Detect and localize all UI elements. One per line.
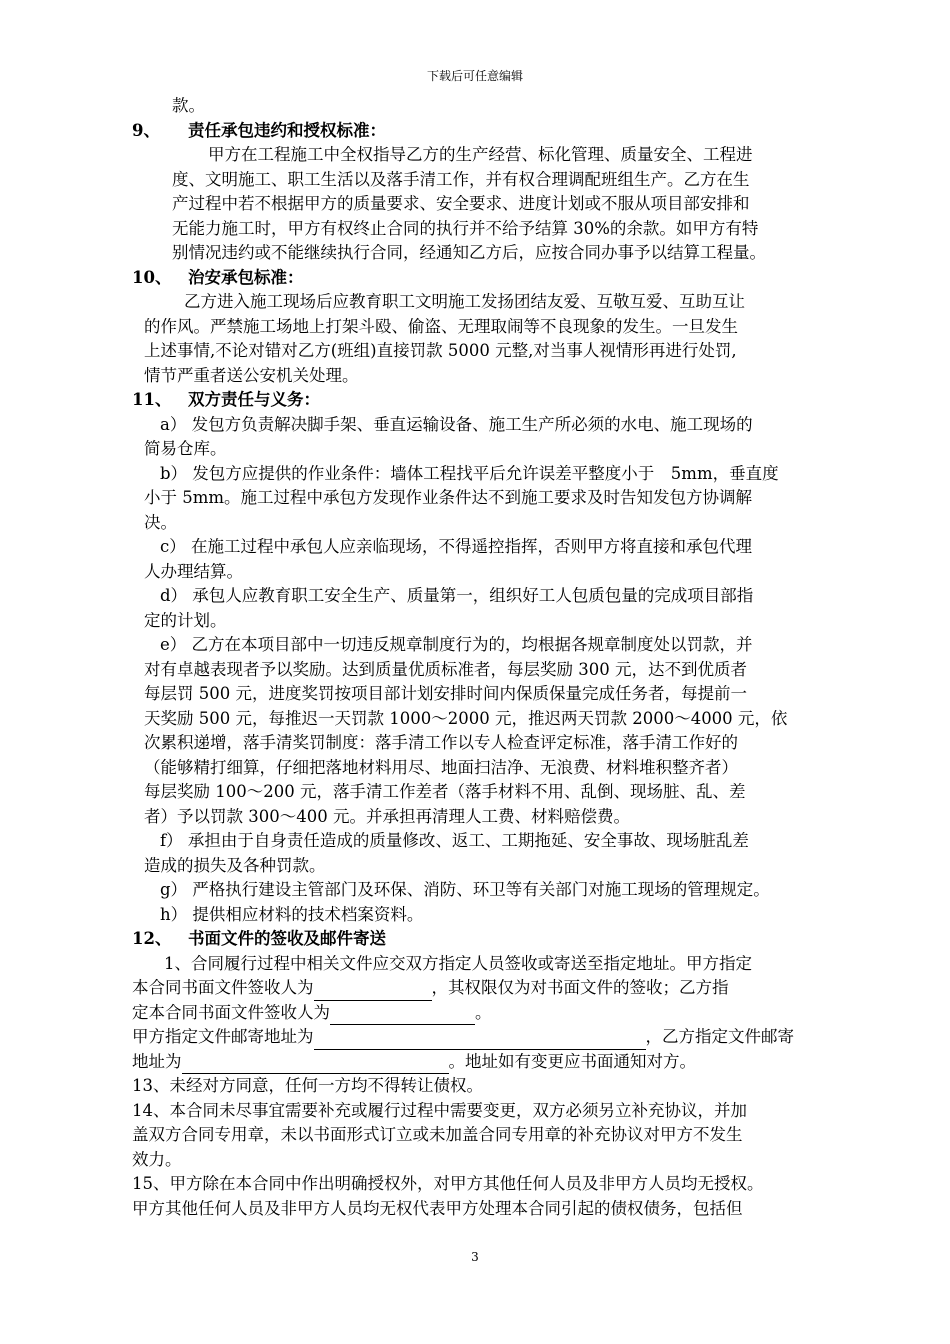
section-heading xyxy=(132,119,857,144)
blank-underline xyxy=(330,1006,475,1025)
document-body xyxy=(132,94,857,1221)
line-text: 地址为 xyxy=(132,1051,182,1071)
text-line: 14、本合同未尽事宜需要补充或履行过程中需要变更，双方必须另立补充协议，并加 xyxy=(132,1100,747,1120)
text-line: 天奖励 500 元，每推迟一天罚款 1000～2000 元，推迟两天罚款 2000～4000 元，依 xyxy=(144,708,788,728)
text-line: 1、合同履行过程中相关文件应交双方指定人员签收或寄送至指定地址。甲方指定 xyxy=(164,953,752,973)
text-line: 定的计划。 xyxy=(144,610,227,630)
text-line: h） 提供相应材料的技术档案资料。 xyxy=(160,904,424,924)
text-line: 款。 xyxy=(172,96,205,115)
line-text: 甲方指定文件邮寄地址为 xyxy=(132,1027,314,1046)
text-line: a） 发包方负责解决脚手架、垂直运输设备、施工生产所必须的水电、施工现场的 xyxy=(160,414,753,434)
section-number: 11、 xyxy=(132,390,172,409)
text-line: 决。 xyxy=(144,512,177,532)
text-line: 对有卓越表现者予以奖励。达到质量优质标准者，每层奖励 300 元，达不到优质者 xyxy=(144,659,747,679)
section-number: 10、 xyxy=(132,267,172,287)
fill-in-line xyxy=(132,1001,857,1026)
text-line: e） 乙方在本项目部中一切违反规章制度行为的，均根据各规章制度处以罚款，并 xyxy=(160,635,753,654)
section-title: 治安承包标准： xyxy=(188,267,304,287)
blank-underline xyxy=(314,1031,646,1050)
text-line: g） 严格执行建设主管部门及环保、消防、环卫等有关部门对施工现场的管理规定。 xyxy=(160,880,770,899)
text-line: 甲方其他任何人员及非甲方人员均无权代表甲方处理本合同引起的债权债务，包括但 xyxy=(132,1198,743,1218)
text-line: （能够精打细算，仔细把落地材料用尽、地面扫洁净、无浪费、材料堆积整齐者） xyxy=(144,757,738,777)
text-line: 上述事情,不论对错对乙方(班组)直接罚款 5000 元整,对当事人视情形再进行处罚, xyxy=(144,341,737,360)
text-line: 乙方进入施工现场后应教育职工文明施工发扬团结友爱、互敬互爱、互助互让 xyxy=(184,292,745,311)
section-number: 12、 xyxy=(132,929,172,948)
line-text: 定本合同书面文件签收人为 xyxy=(132,1002,330,1022)
line-text: ，乙方指定文件邮寄 xyxy=(645,1027,794,1046)
section-heading xyxy=(132,266,857,291)
blank-underline xyxy=(182,1055,449,1074)
text-line: 简易仓库。 xyxy=(144,439,227,458)
text-line: c） 在施工过程中承包人应亲临现场，不得遥控指挥，否则甲方将直接和承包代理 xyxy=(160,537,752,556)
text-line: 甲方在工程施工中全权指导乙方的生产经营、标化管理、质量安全、工程进 xyxy=(208,145,753,164)
page-header: 下载后可任意编辑 xyxy=(426,69,523,83)
text-line: 别情况违约或不能继续执行合同，经通知乙方后，应按合同办事予以结算工程量。 xyxy=(172,243,766,262)
text-line: 盖双方合同专用章，未以书面形式订立或未加盖合同专用章的补充协议对甲方不发生 xyxy=(132,1125,743,1144)
text-line: 每层罚 500 元，进度奖罚按项目部计划安排时间内保质保量完成任务者，每提前一 xyxy=(144,684,747,703)
section-heading xyxy=(132,388,857,413)
text-line: 的作风。严禁施工场地上打架斗殴、偷盗、无理取闹等不良现象的发生。一旦发生 xyxy=(144,316,738,336)
section-number: 9、 xyxy=(132,120,160,140)
text-line: f） 承担由于自身责任造成的质量修改、返工、工期拖延、安全事故、现场脏乱差 xyxy=(160,831,749,850)
line-text: ，其权限仅为对书面文件的签收；乙方指 xyxy=(431,978,729,997)
text-line: 度、文明施工、职工生活以及落手清工作，并有权合理调配班组生产。乙方在生 xyxy=(172,169,750,189)
section-title: 责任承包违约和授权标准： xyxy=(188,120,386,140)
text-line: 情节严重者送公安机关处理。 xyxy=(144,365,359,385)
section-title: 双方责任与义务： xyxy=(188,390,320,409)
line-text: 本合同书面文件签收人为 xyxy=(132,978,314,997)
fill-in-line xyxy=(132,976,857,1001)
section-title: 书面文件的签收及邮件寄送 xyxy=(188,929,386,948)
page-number: 3 xyxy=(471,1250,479,1264)
text-line: b） 发包方应提供的作业条件：墙体工程找平后允许误差平整度小于 5mm，垂直度 xyxy=(160,463,779,483)
line-text: 。 xyxy=(475,1002,492,1022)
text-line: 每层奖励 100～200 元，落手清工作差者（落手材料不用、乱倒、现场脏、乱、差 xyxy=(144,782,746,801)
fill-in-line xyxy=(132,1050,857,1075)
text-line: 15、甲方除在本合同中作出明确授权外，对甲方其他任何人员及非甲方人员均无授权。 xyxy=(132,1174,764,1193)
text-line: 13、未经对方同意，任何一方均不得转让债权。 xyxy=(132,1076,483,1095)
line-text: 。地址如有变更应书面通知对方。 xyxy=(448,1051,696,1071)
blank-underline xyxy=(314,982,432,1001)
text-line: 无能力施工时，甲方有权终止合同的执行并不给予结算 30%的余款。如甲方有特 xyxy=(172,218,759,238)
text-line: 者）予以罚款 300～400 元。并承担再清理人工费、材料赔偿费。 xyxy=(144,806,630,826)
fill-in-line xyxy=(132,1025,857,1050)
text-line: 次累积递增，落手清奖罚制度：落手清工作以专人检查评定标准，落手清工作好的 xyxy=(144,733,738,752)
text-line: 效力。 xyxy=(132,1149,182,1169)
text-line: 产过程中若不根据甲方的质量要求、安全要求、进度计划或不服从项目部安排和 xyxy=(172,194,750,213)
text-line: 人办理结算。 xyxy=(144,561,243,581)
text-line: 小于 5mm。施工过程中承包方发现作业条件达不到施工要求及时告知发包方协调解 xyxy=(144,488,753,507)
section-heading xyxy=(132,927,857,952)
text-line: d） 承包人应教育职工安全生产、质量第一，组织好工人包质包量的完成项目部指 xyxy=(160,586,754,605)
text-line: 造成的损失及各种罚款。 xyxy=(144,855,326,875)
